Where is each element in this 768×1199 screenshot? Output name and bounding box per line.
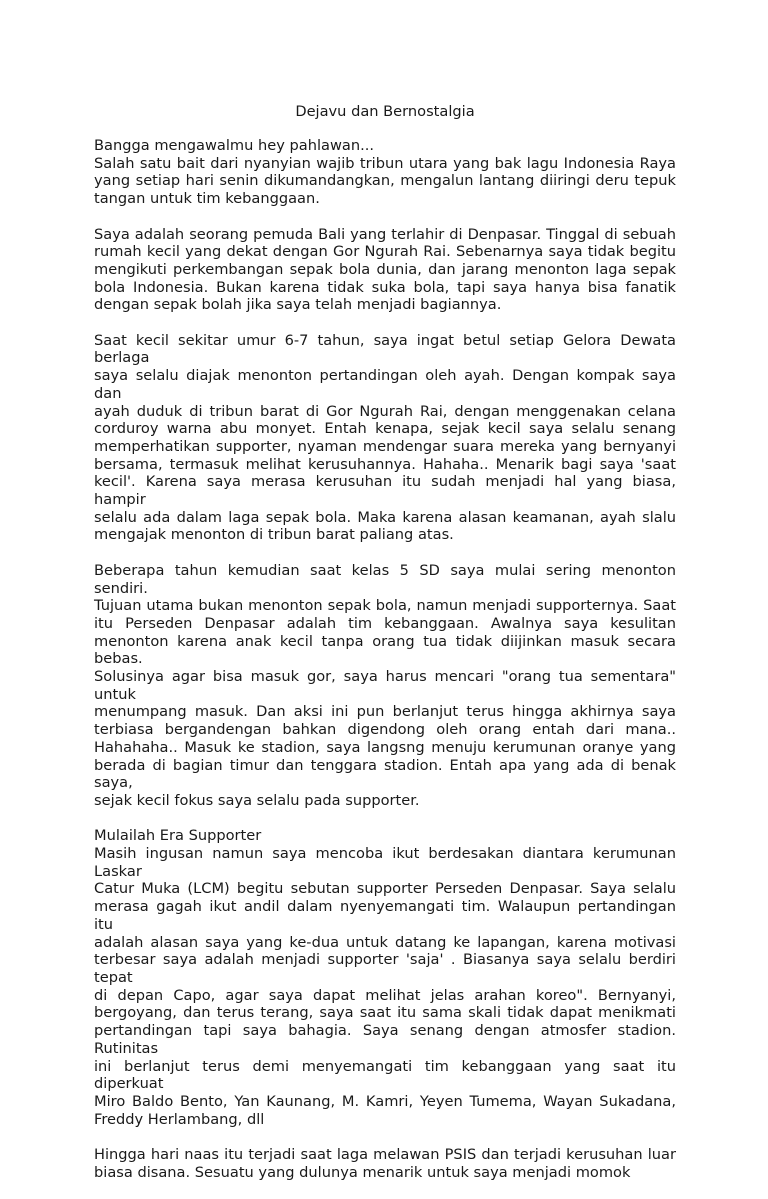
- text-line: Saat kecil sekitar umur 6-7 tahun, saya ingat betul setiap Gelora Dewata berlaga: [94, 331, 676, 367]
- text-line: Salah satu bait dari nyanyian wajib tribun utara yang bak lagu Indonesia Raya: [94, 154, 676, 172]
- text-line: Saya adalah seorang pemuda Bali yang terlahir di Denpasar. Tinggal di sebuah: [94, 225, 676, 243]
- text-line: Beberapa tahun kemudian saat kelas 5 SD saya mulai sering menonton sendiri.: [94, 561, 676, 597]
- text-line: pertandingan tapi saya bahagia. Saya senang dengan atmosfer stadion. Rutinitas: [94, 1022, 676, 1057]
- text-line: tangan untuk tim kebanggaan.: [94, 190, 320, 208]
- document-body: [94, 137, 676, 1199]
- text-line: bersama, termasuk melihat kerusuhannya. Hahaha.. Menarik bagi saya 'saat: [94, 455, 676, 473]
- paragraph: [94, 562, 676, 810]
- text-line: ini berlanjut terus demi menyemangati tim kebanggaan yang saat itu diperkuat: [94, 1057, 676, 1093]
- text-line: berada di bagian timur dan tenggara stadion. Entah apa yang ada di benak saya,: [94, 756, 676, 792]
- text-line: Freddy Herlambang, dll: [94, 1110, 265, 1128]
- text-line: Bangga mengawalmu hey pahlawan...: [94, 137, 375, 154]
- text-line: Solusinya agar bisa masuk gor, saya harus mencari "orang tua sementara" untuk: [94, 668, 676, 703]
- text-line: mengikuti perkembangan sepak bola dunia, dan jarang menonton laga sepak: [94, 260, 676, 278]
- text-line: Miro Baldo Bento, Yan Kaunang, M. Kamri, Yeyen Tumema, Wayan Sukadana,: [94, 1092, 676, 1110]
- text-line: Tujuan utama bukan menonton sepak bola, namun menjadi supporternya. Saat: [94, 597, 676, 615]
- text-line: Masih ingusan namun saya mencoba ikut berdesakan diantara kerumunan Laskar: [94, 845, 676, 880]
- text-line: memperhatikan supporter, nyaman mendengar suara mereka yang bernyanyi: [94, 437, 676, 455]
- text-line: ayah duduk di tribun barat di Gor Ngurah Rai, dengan menggenakan celana: [94, 402, 676, 420]
- text-line: selalu ada dalam laga sepak bola. Maka karena alasan keamanan, ayah slalu: [94, 508, 676, 526]
- paragraph: [94, 226, 676, 315]
- text-line: menumpang masuk. Dan aksi ini pun berlanjut terus hingga akhirnya saya: [94, 703, 676, 721]
- text-line: adalah alasan saya yang ke-dua untuk datang ke lapangan, karena motivasi: [94, 933, 676, 951]
- text-line: bola Indonesia. Bukan karena tidak suka bola, tapi saya hanya bisa fanatik: [94, 278, 676, 296]
- text-line: yang setiap hari senin dikumandangkan, mengalun lantang diiringi deru tepuk: [94, 172, 676, 190]
- text-line: itu Perseden Denpasar adalah tim kebanggaan. Awalnya saya kesulitan: [94, 614, 676, 632]
- text-line: Catur Muka (LCM) begitu sebutan supporter Perseden Denpasar. Saya selalu: [94, 880, 676, 898]
- text-line: corduroy warna abu monyet. Entah kenapa, sejak kecil saya selalu senang: [94, 420, 676, 438]
- text-line: mengajak menonton di tribun barat paliang atas.: [94, 526, 454, 544]
- text-line: rumah kecil yang dekat dengan Gor Ngurah Rai. Sebenarnya saya tidak begitu: [94, 243, 676, 261]
- text-line: terbiasa bergandengan bahkan digendong oleh orang entah dari mana..: [94, 721, 676, 739]
- text-line: di depan Capo, agar saya dapat melihat jelas arahan koreo". Bernyanyi,: [94, 986, 676, 1004]
- text-line: Hahahaha.. Masuk ke stadion, saya langsng menuju kerumunan oranye yang: [94, 738, 676, 756]
- text-line: Hingga hari naas itu terjadi saat laga melawan PSIS dan terjadi kerusuhan luar: [94, 1146, 676, 1163]
- text-line: sejak kecil fokus saya selalu pada supporter.: [94, 791, 420, 809]
- text-line: menonton karena anak kecil tanpa orang tua tidak diijinkan masuk secara bebas.: [94, 632, 676, 668]
- section-heading: Mulailah Era Supporter: [94, 827, 262, 845]
- paragraph: [94, 332, 676, 544]
- text-line: biasa disana. Sesuatu yang dulunya menarik untuk saya menjadi momok: [94, 1163, 631, 1181]
- text-line: dengan sepak bolah jika saya telah menjadi bagiannya.: [94, 296, 502, 314]
- text-line: saya selalu diajak menonton pertandingan oleh ayah. Dengan kompak saya dan: [94, 367, 676, 402]
- text-line: terbesar saya adalah menjadi supporter 'saja' . Biasanya saya selalu berdiri tepat: [94, 951, 676, 986]
- paragraph: [94, 827, 676, 1128]
- document-title: Dejavu dan Bernostalgia: [295, 103, 475, 120]
- text-line: kecil'. Karena saya merasa kerusuhan itu sudah menjadi hal yang biasa, hampir: [94, 473, 676, 509]
- paragraph: [94, 137, 676, 208]
- paragraph: [94, 1146, 676, 1181]
- text-line: bergoyang, dan terus terang, saya saat itu sama skali tidak dapat menikmati: [94, 1004, 676, 1022]
- text-line: merasa gagah ikut andil dalam nyenyemangati tim. Walaupun pertandingan itu: [94, 898, 676, 933]
